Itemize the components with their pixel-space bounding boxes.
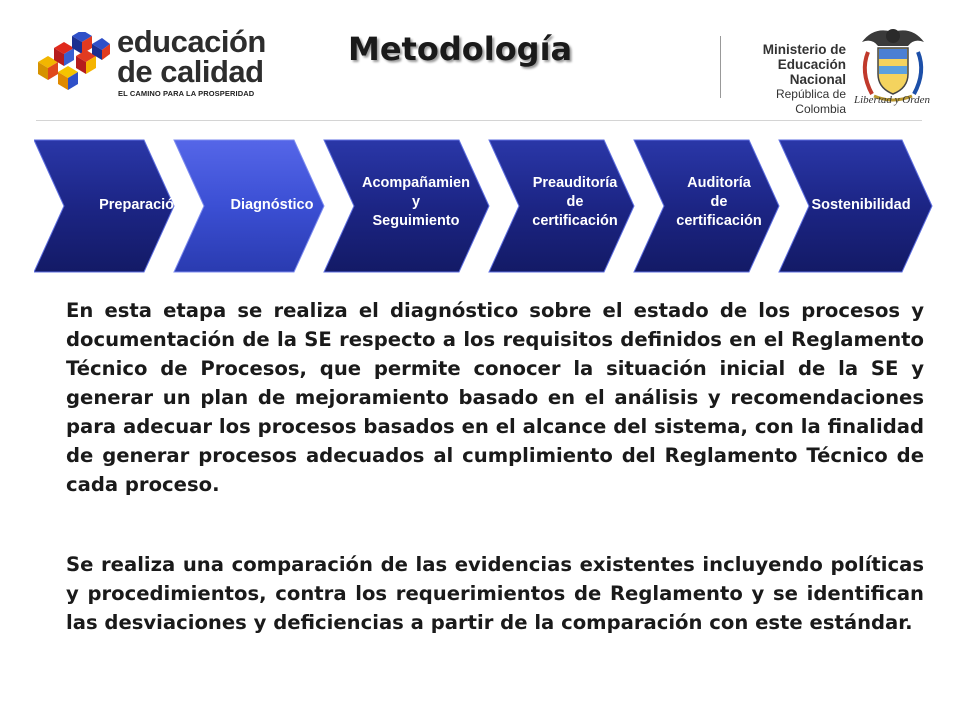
paragraph-comparacion: Se realiza una comparación de las evidencias existentes incluyendo políticas y procedimientos, contra los requerimientos de Reglamento y se identifican las desviaciones y deficiencias a partir de la comparación con este estándar.: [66, 553, 924, 634]
ministry-line-2: Educación Nacional: [777, 57, 846, 87]
step-acompanamiento: Acompañamien y Seguimiento: [362, 175, 470, 229]
motto-ribbon: Libertad y Orden: [854, 94, 930, 106]
logo-line-2: de calidad: [117, 54, 264, 89]
step-sostenibilidad: Sostenibilidad: [811, 197, 911, 213]
header-divider: [720, 36, 721, 98]
process-steps: [34, 138, 934, 274]
cubes-logo-icon: [32, 32, 112, 94]
paragraph-diagnostico: En esta etapa se realiza el diagnóstico sobre el estado de los procesos y documentación de la SE respecto a los requisitos definidos en el Reglamento Técnico de Procesos, que permite conocer la situación inicial de la SE y generar un plan de mejoramiento basado en el análisis y recomendaciones para adecuar los procesos basados en el alcance del sistema, con la finalidad de generar procesos adecuados al cumplimiento del Reglamento Técnico de cada proceso.: [66, 299, 924, 496]
logo-line-1: educación: [117, 24, 266, 59]
ministry-line-1: Ministerio de: [762, 42, 846, 57]
step-preparacion: Preparación: [99, 197, 183, 213]
logo-tagline: EL CAMINO PARA LA PROSPERIDAD: [118, 89, 255, 98]
header-separator: [36, 120, 922, 121]
step-preauditoria: Preauditoría de certificación: [532, 175, 618, 229]
step-auditoria: Auditoría de certificación: [676, 175, 762, 229]
educacion-de-calidad-logo: [32, 22, 272, 102]
page-title: Metodología: [348, 30, 573, 68]
ministry-name: [730, 42, 846, 117]
step-diagnostico: Diagnóstico: [230, 197, 314, 213]
ministry-line-3: República de Colombia: [775, 87, 846, 116]
